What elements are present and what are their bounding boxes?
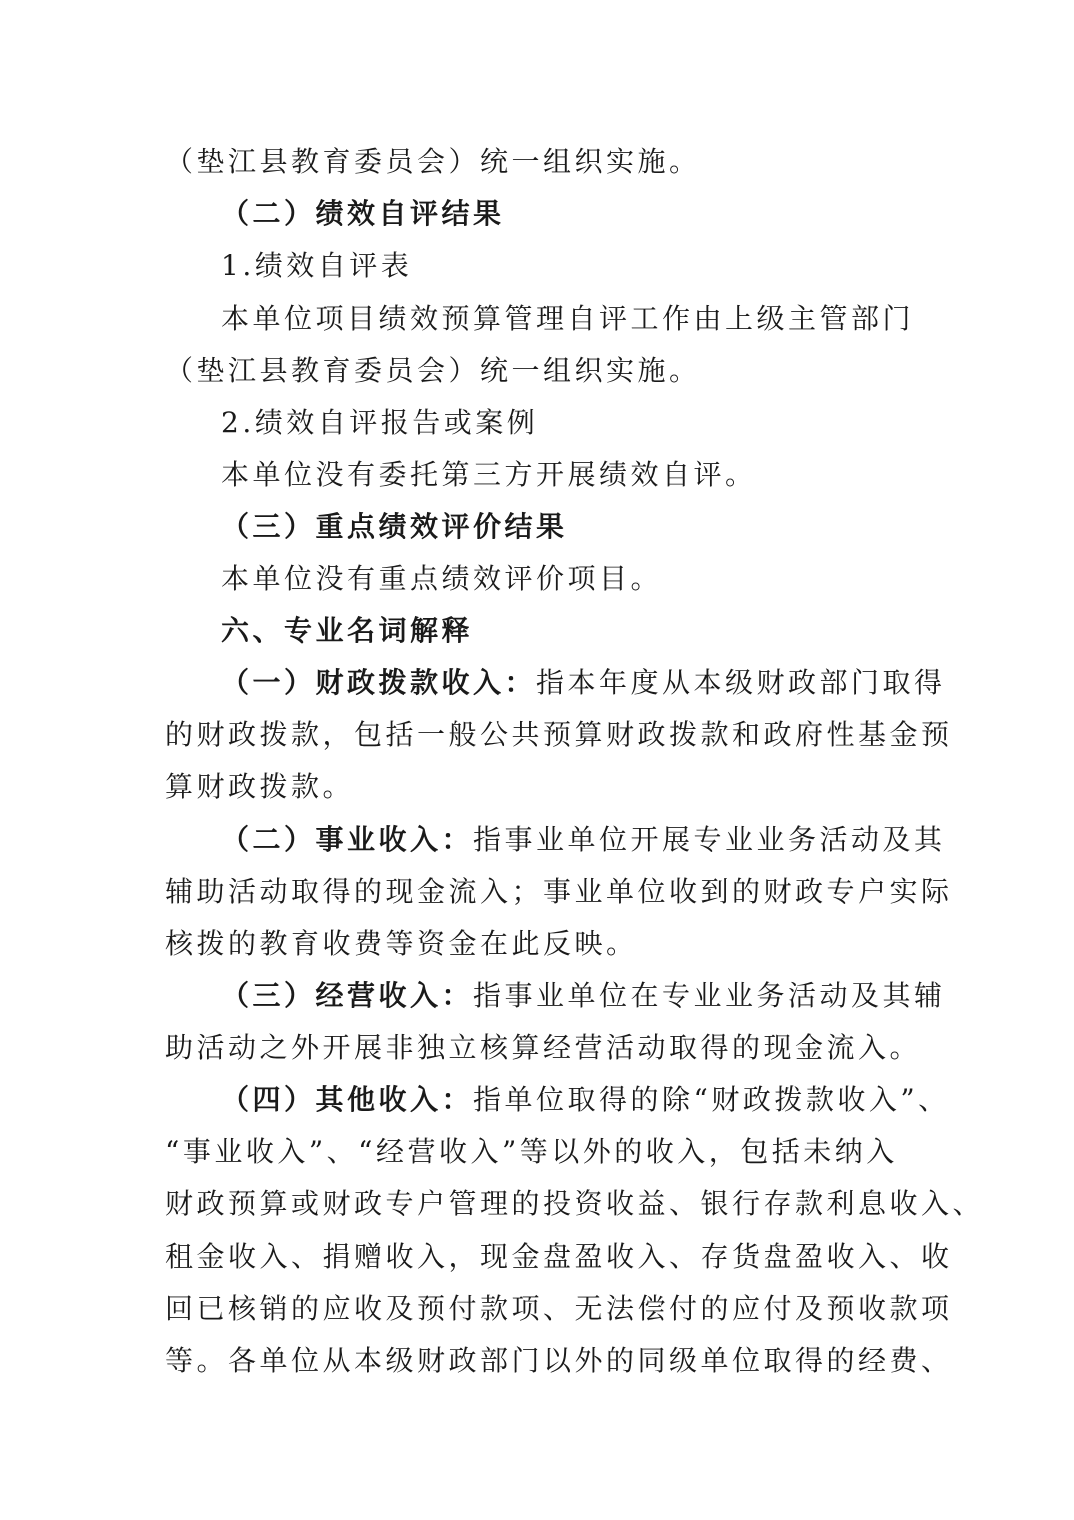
term-text: 指本年度从本级财政部门取得	[536, 666, 946, 699]
paragraph-line: 本单位项目绩效预算管理自评工作由上级主管部门	[221, 302, 915, 335]
term-label: （三）经营收入：	[221, 979, 474, 1012]
term-label: （四）其他收入：	[221, 1083, 474, 1116]
paragraph-line: 核拨的教育收费等资金在此反映。	[165, 927, 638, 960]
term-label: （二）事业收入：	[221, 823, 474, 856]
chapter-heading: 六、专业名词解释	[221, 614, 474, 647]
section-heading: （三）重点绩效评价结果	[221, 510, 568, 543]
paragraph-line: 的财政拨款，包括一般公共预算财政拨款和政府性基金预	[165, 718, 953, 751]
term-definition	[221, 820, 981, 860]
term-text: 指单位取得的除“财政拨款收入”、	[473, 1083, 950, 1116]
paragraph-line: 财政预算或财政专户管理的投资收益、银行存款利息收入、	[165, 1187, 985, 1220]
paragraph-line: 助活动之外开展非独立核算经营活动取得的现金流入。	[165, 1031, 922, 1064]
paragraph-line: （垫江县教育委员会）统一组织实施。	[165, 354, 701, 387]
term-text: 指事业单位在专业业务活动及其辅	[473, 979, 946, 1012]
subsection-title: 1.绩效自评表	[221, 249, 413, 282]
section-heading: （二）绩效自评结果	[221, 197, 505, 230]
paragraph-line: “事业收入”、“经营收入”等以外的收入，包括未纳入	[165, 1135, 898, 1168]
paragraph-line: 租金收入、捐赠收入，现金盘盈收入、存货盘盈收入、收	[165, 1240, 953, 1273]
paragraph-line: 本单位没有重点绩效评价项目。	[221, 562, 663, 595]
subsection-title: 2.绩效自评报告或案例	[221, 406, 539, 439]
term-definition	[221, 1080, 981, 1120]
paragraph-line: 回已核销的应收及预付款项、无法偿付的应付及预收款项	[165, 1292, 953, 1325]
paragraph-line: 辅助活动取得的现金流入；事业单位收到的财政专户实际	[165, 875, 953, 908]
term-label: （一）财政拨款收入：	[221, 666, 537, 699]
paragraph-line: 算财政拨款。	[165, 770, 355, 803]
term-definition	[221, 976, 981, 1016]
term-definition	[221, 663, 981, 703]
paragraph-line: （垫江县教育委员会）统一组织实施。	[165, 145, 701, 178]
term-text: 指事业单位开展专业业务活动及其	[473, 823, 946, 856]
paragraph-line: 等。各单位从本级财政部门以外的同级单位取得的经费、	[165, 1344, 953, 1377]
paragraph-line: 本单位没有委托第三方开展绩效自评。	[221, 458, 757, 491]
